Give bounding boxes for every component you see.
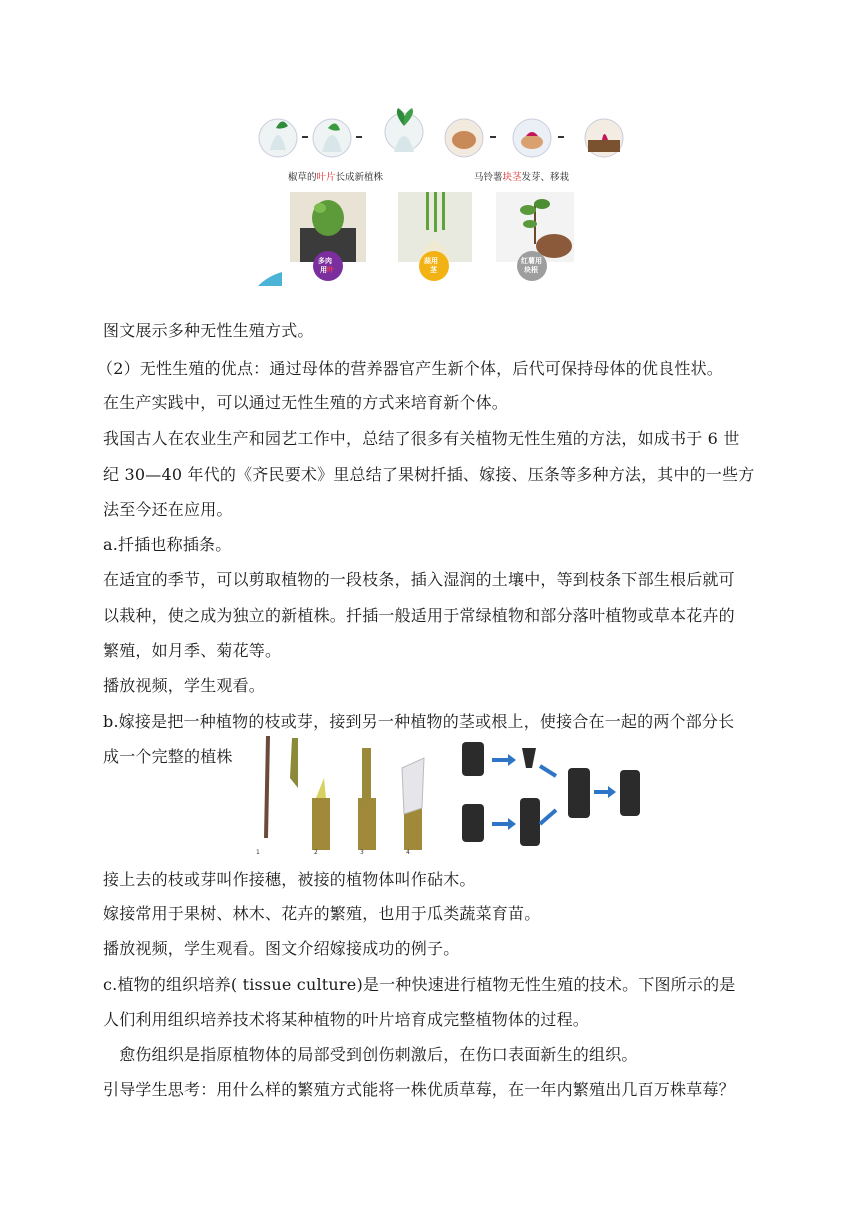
text-line-9: 以栽种，使之成为独立的新植株。扦插一般适用于常绿植物和部分落叶植物或草本花卉的 (103, 606, 735, 625)
corner-accent (258, 272, 282, 286)
potato-tuber-sequence (445, 119, 623, 157)
garlic-photo (398, 192, 472, 281)
svg-text:红薯用: 红薯用 (521, 257, 542, 265)
text-line-11: 播放视频，学生观看。 (103, 676, 266, 695)
svg-text:4: 4 (406, 849, 410, 856)
text-line-6: 法至今还在应用。 (103, 500, 233, 519)
svg-text:1: 1 (256, 849, 260, 856)
asexual-reproduction-figure (258, 100, 630, 286)
svg-text:3: 3 (360, 849, 364, 856)
svg-text:用叶: 用叶 (320, 266, 334, 274)
leaf-propagation-sequence (259, 108, 423, 157)
text-line-4: 我国古人在农业生产和园艺工作中，总结了很多有关植物无性生殖的方法，如成书于 6 世 (103, 429, 740, 448)
grafting-figure (254, 728, 646, 858)
text-line-19: 愈伤组织是指原植物体的局部受到创伤刺激后，在伤口表面新生的组织。 (103, 1045, 638, 1064)
scion-cutting-steps (256, 736, 424, 856)
text-line-8: 在适宜的季节，可以剪取植物的一段枝条，插入湿润的土壤中，等到枝条下部生根后就可 (103, 570, 735, 589)
svg-text:2: 2 (314, 849, 318, 856)
text-line-1: 图文展示多种无性生殖方式。 (103, 321, 314, 340)
bud-grafting-steps (462, 742, 640, 846)
sweet-potato-photo (496, 192, 574, 281)
svg-text:蒜用: 蒜用 (424, 257, 438, 265)
text-line-14: 接上去的枝或芽叫作接穗，被接的植物体叫作砧木。 (103, 870, 476, 889)
potato-caption: 马铃薯块茎发芽、移栽 (474, 172, 570, 183)
text-line-10: 繁殖，如月季、菊花等。 (103, 641, 282, 660)
svg-text:块根: 块根 (524, 266, 538, 274)
text-line-2: （2）无性生殖的优点：通过母体的营养器官产生新个体，后代可保持母体的优良性状。 (97, 359, 723, 378)
svg-text:茎: 茎 (430, 266, 437, 274)
text-line-3: 在生产实践中，可以通过无性生殖的方式来培育新个体。 (103, 393, 509, 412)
leaf-caption: 椒草的叶片长成新植株 (288, 172, 384, 183)
text-line-12: b.嫁接是把一种植物的枝或芽，接到另一种植物的茎或根上，使接合在一起的两个部分长 (103, 712, 735, 731)
text-line-5: 纪 30—40 年代的《齐民要术》里总结了果树扦插、嫁接、压条等多种方法，其中的一些方 (103, 465, 755, 484)
text-line-13: 成一个完整的植株 (103, 747, 233, 766)
text-line-16: 播放视频，学生观看。图文介绍嫁接成功的例子。 (103, 939, 460, 958)
text-line-17: c.植物的组织培养( tissue culture)是一种快速进行植物无性生殖的技术。下图所示的是 (103, 975, 736, 994)
text-line-15: 嫁接常用于果树、林木、花卉的繁殖，也用于瓜类蔬菜育苗。 (103, 904, 541, 923)
svg-text:多肉: 多肉 (318, 257, 332, 265)
text-line-20: 引导学生思考：用什么样的繁殖方式能将一株优质草莓，在一年内繁殖出几百万株草莓？ (103, 1080, 735, 1099)
text-line-18: 人们利用组织培养技术将某种植物的叶片培育成完整植物体的过程。 (103, 1010, 590, 1029)
text-line-7: a.扦插也称插条。 (103, 535, 232, 554)
succulent-photo (290, 192, 366, 281)
